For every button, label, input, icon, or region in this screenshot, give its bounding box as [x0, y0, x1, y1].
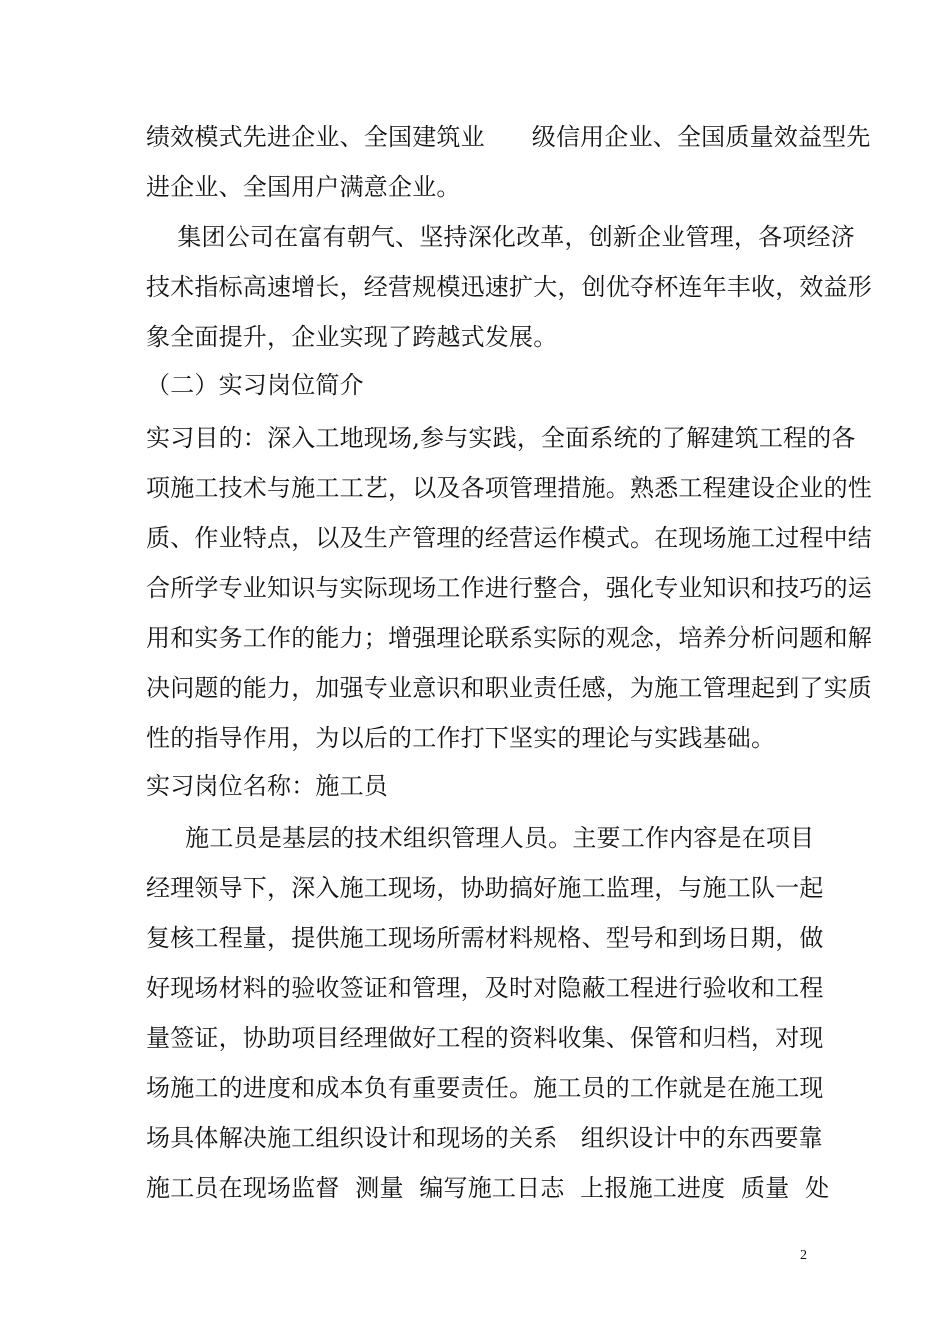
text-line: 复核工程量，提供施工现场所需材料规格、型号和到场日期，做: [146, 924, 824, 952]
text-line: 项施工技术与施工工艺，以及各项管理措施。熟悉工程建设企业的性: [146, 474, 872, 502]
text-line: 集团公司在富有朝气、坚持深化改革，创新企业管理，各项经济: [146, 223, 855, 251]
text-line: 性的指导作用，为以后的工作打下坚实的理论与实践基础。: [146, 724, 776, 752]
text-line: 施工员在现场监督 测量 编写施工日志 上报施工进度 质量 处: [146, 1174, 830, 1202]
page-number: 2: [800, 1248, 807, 1263]
text-line: 施工员是基层的技术组织管理人员。主要工作内容是在项目: [146, 824, 815, 852]
text-line: 决问题的能力，加强专业意识和职业责任感，为施工管理起到了实质: [146, 674, 872, 702]
text-line: 合所学专业知识与实际现场工作进行整合，强化专业知识和技巧的运: [146, 574, 872, 602]
text-line: 象全面提升，企业实现了跨越式发展。: [146, 323, 558, 351]
text-line: 场施工的进度和成本负有重要责任。施工员的工作就是在施工现: [146, 1074, 824, 1102]
text-line: 进企业、全国用户满意企业。: [146, 173, 461, 201]
section-heading: （二）实习岗位简介: [146, 371, 364, 399]
text-line: 技术指标高速增长，经营规模迅速扩大，创优夺杯连年丰收，效益形: [146, 273, 872, 301]
text-line: 质、作业特点，以及生产管理的经营运作模式。在现场施工过程中结: [146, 524, 872, 552]
text-line: 量签证，协助项目经理做好工程的资料收集、保管和归档，对现: [146, 1024, 824, 1052]
text-line: 实习岗位名称：施工员: [146, 772, 388, 800]
text-line: 好现场材料的验收签证和管理，及时对隐蔽工程进行验收和工程: [146, 974, 824, 1002]
text-line: 经理领导下，深入施工现场，协助搞好施工监理，与施工队一起: [146, 874, 824, 902]
text-line: 场具体解决施工组织设计和现场的关系 组织设计中的东西要靠: [146, 1124, 823, 1152]
text-line: 实习目的：深入工地现场,参与实践，全面系统的了解建筑工程的各: [146, 424, 856, 452]
text-line: 用和实务工作的能力；增强理论联系实际的观念，培养分析问题和解: [146, 624, 872, 652]
text-line: 绩效模式先进企业、全国建筑业 级信用企业、全国质量效益型先: [146, 123, 871, 151]
